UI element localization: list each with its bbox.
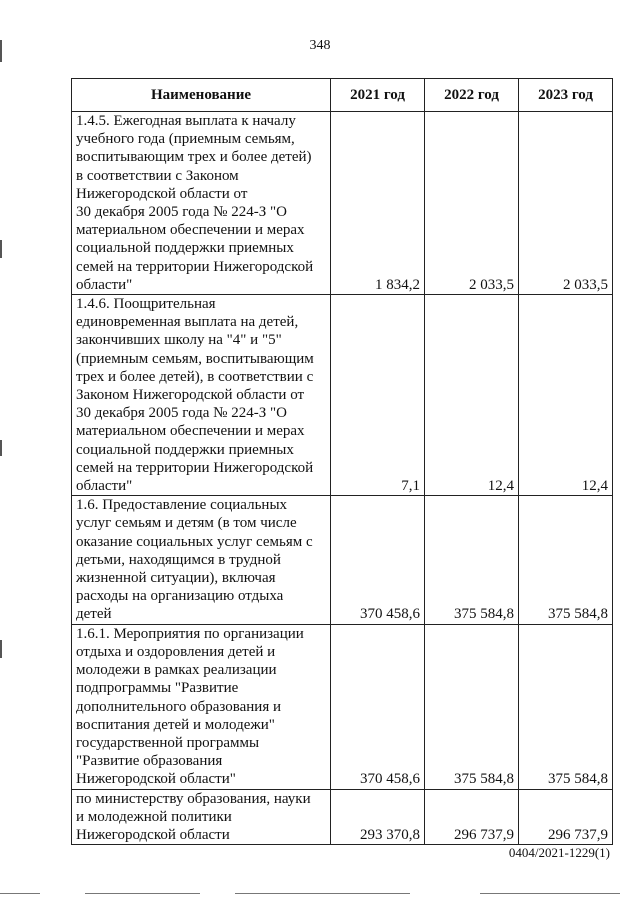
row-name-line: социальной поддержки приемных — [76, 441, 294, 458]
row-name-line: 1.6.1. Мероприятия по организации — [76, 625, 304, 642]
row-name-line: 30 декабря 2005 года № 224-З "О — [76, 405, 287, 422]
value-2022: 12,4 — [425, 295, 519, 496]
value-2023: 2 033,5 — [519, 112, 613, 295]
row-name-line: 1.4.6. Поощрительная — [76, 296, 216, 313]
value-2022: 2 033,5 — [425, 112, 519, 295]
document-code: 0404/2021-1229(1) — [508, 845, 610, 860]
value-2021: 1 834,2 — [331, 112, 425, 295]
value-2023: 375 584,8 — [519, 496, 613, 624]
row-name-line: Нижегородской области — [76, 826, 230, 843]
row-name-line: в соответствии с Законом — [76, 167, 239, 184]
row-name — [72, 789, 331, 845]
scan-dash-line — [235, 893, 410, 894]
row-name-line: воспитывающим трех и более детей) — [76, 149, 312, 166]
row-name-line: области" — [76, 478, 133, 495]
scan-margin-mark — [0, 640, 2, 658]
row-name-line: государственной программы — [76, 734, 260, 751]
value-2022: 375 584,8 — [425, 624, 519, 789]
row-name-line: единовременная выплата на детей, — [76, 314, 299, 331]
row-name-line: и молодежной политики — [76, 808, 232, 825]
row-name-line: учебного года (приемным семьям, — [76, 131, 295, 148]
row-name-line: семей на территории Нижегородской — [76, 258, 314, 275]
row-name-line: молодежи в рамках реализации — [76, 662, 277, 679]
value-2022: 375 584,8 — [425, 496, 519, 624]
row-name-line: области" — [76, 276, 133, 293]
row-name-line: "Развитие образования — [76, 753, 223, 770]
row-name-line: расходы на организацию отдыха — [76, 588, 284, 605]
table-row — [72, 112, 613, 295]
header-2022: 2022 год — [425, 79, 519, 112]
row-name-line: Нижегородской области от — [76, 185, 248, 202]
header-2021: 2021 год — [331, 79, 425, 112]
scan-dash-line — [0, 893, 40, 894]
row-name — [72, 112, 331, 295]
value-2023: 375 584,8 — [519, 624, 613, 789]
row-name-line: оказание социальных услуг семьям с — [76, 533, 313, 550]
value-2023: 12,4 — [519, 295, 613, 496]
budget-table — [71, 78, 613, 845]
row-name-line: отдыха и оздоровления детей и — [76, 643, 276, 660]
row-name-line: жизненной ситуации), включая — [76, 570, 276, 587]
row-name — [72, 496, 331, 624]
row-name-line: дополнительного образования и — [76, 698, 281, 715]
value-2022: 296 737,9 — [425, 789, 519, 845]
table-header-row — [72, 79, 613, 112]
value-2021: 370 458,6 — [331, 624, 425, 789]
row-name-line: детьми, находящимся в трудной — [76, 551, 281, 568]
value-2021: 293 370,8 — [331, 789, 425, 845]
row-name-line: семей на территории Нижегородской — [76, 459, 314, 476]
header-2023: 2023 год — [519, 79, 613, 112]
value-2023: 296 737,9 — [519, 789, 613, 845]
table-row — [72, 624, 613, 789]
row-name-line: трех и более детей), в соответствии с — [76, 368, 314, 385]
row-name-line: материальном обеспечении и мерах — [76, 423, 305, 440]
scan-margin-mark — [0, 40, 2, 62]
row-name-line: услуг семьям и детям (в том числе — [76, 515, 297, 532]
row-name-line: Нижегородской области" — [76, 771, 236, 788]
row-name-line: Законом Нижегородской области от — [76, 387, 305, 404]
row-name-line: воспитания детей и молодежи" — [76, 716, 275, 733]
scan-dash-line — [480, 893, 620, 894]
header-name: Наименование — [72, 79, 331, 112]
page-number: 348 — [309, 38, 331, 53]
row-name-line: детей — [76, 606, 112, 623]
scan-margin-mark — [0, 240, 2, 258]
row-name — [72, 624, 331, 789]
row-name-line: 1.4.5. Ежегодная выплата к началу — [76, 113, 296, 129]
row-name-line: по министерству образования, науки — [76, 790, 311, 807]
table-row — [72, 496, 613, 624]
row-name-line: закончивших школу на "4" и "5" — [76, 332, 282, 349]
table-row — [72, 295, 613, 496]
row-name-line: (приемным семьям, воспитывающим — [76, 350, 314, 367]
value-2021: 7,1 — [331, 295, 425, 496]
row-name-line: материальном обеспечении и мерах — [76, 222, 305, 239]
row-name-line: 30 декабря 2005 года № 224-З "О — [76, 204, 287, 221]
table-row — [72, 789, 613, 845]
row-name-line: социальной поддержки приемных — [76, 240, 294, 257]
scan-margin-mark — [0, 440, 2, 456]
value-2021: 370 458,6 — [331, 496, 425, 624]
row-name — [72, 295, 331, 496]
scan-dash-line — [85, 893, 200, 894]
row-name-line: подпрограммы "Развитие — [76, 680, 239, 697]
row-name-line: 1.6. Предоставление социальных — [76, 497, 288, 514]
